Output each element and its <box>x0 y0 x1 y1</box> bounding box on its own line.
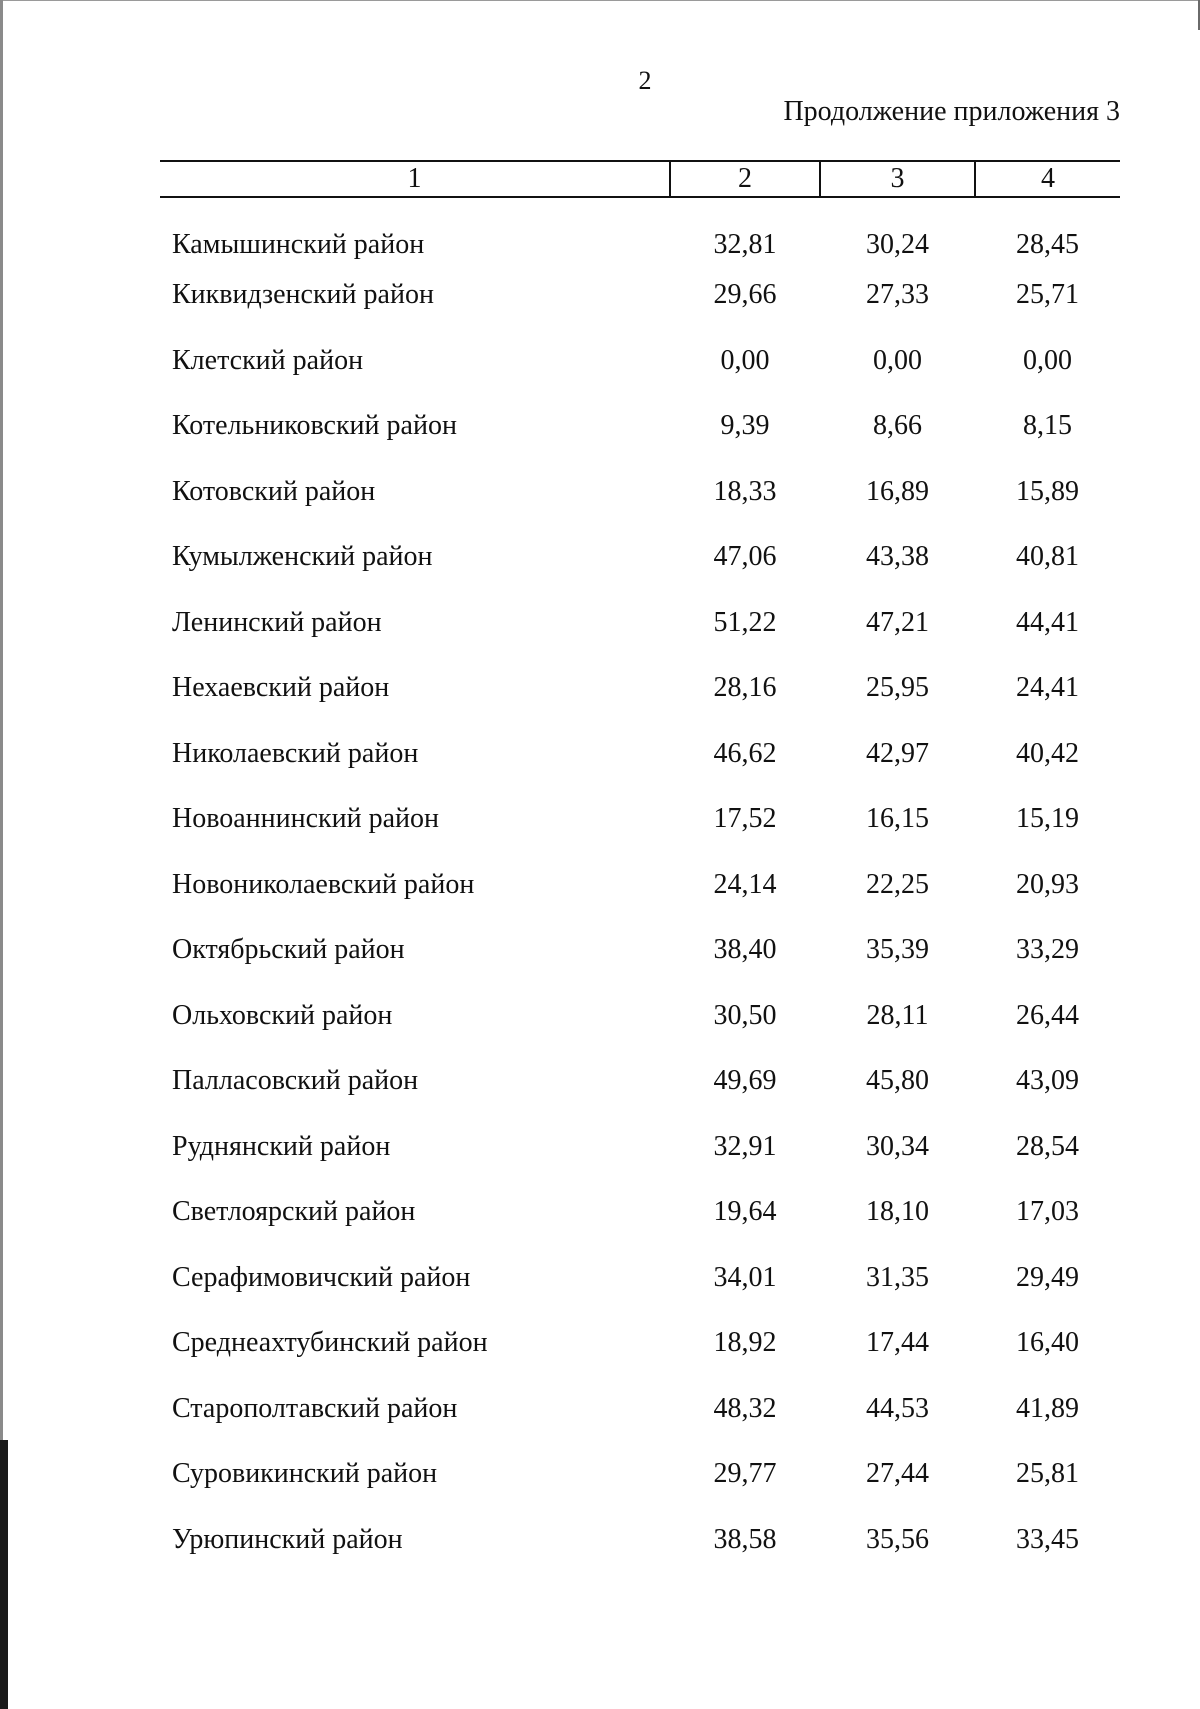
table-row <box>160 918 1120 984</box>
value-col-3: 30,24 <box>866 229 929 261</box>
value-col-4: 40,81 <box>1016 541 1079 573</box>
value-col-4: 43,09 <box>1016 1065 1079 1097</box>
table-row <box>160 721 1120 787</box>
district-name: Суровикинский район <box>172 1458 438 1490</box>
value-col-3: 35,56 <box>866 1523 929 1555</box>
table-row <box>160 983 1120 1049</box>
value-col-3: 16,89 <box>866 475 929 507</box>
table-row <box>160 1180 1120 1246</box>
value-col-3: 27,33 <box>866 279 929 311</box>
header-col-4: 4 <box>975 161 1120 197</box>
value-col-2: 19,64 <box>713 1196 777 1228</box>
table-row <box>160 197 1120 263</box>
value-col-4: 25,81 <box>1016 1458 1079 1490</box>
value-col-2: 32,81 <box>713 229 777 261</box>
table-header <box>160 161 1120 197</box>
value-col-3: 31,35 <box>866 1261 929 1293</box>
value-col-2: 47,06 <box>713 541 777 573</box>
value-col-2: 38,40 <box>713 934 777 966</box>
district-name: Котельниковский район <box>172 410 457 442</box>
value-col-3: 22,25 <box>866 868 929 900</box>
district-name: Октябрьский район <box>172 934 405 966</box>
value-col-4: 29,49 <box>1016 1261 1079 1293</box>
value-col-2: 48,32 <box>713 1392 777 1424</box>
table-row <box>160 590 1120 656</box>
district-name: Новониколаевский район <box>172 868 475 900</box>
value-col-2: 32,91 <box>713 1130 777 1162</box>
table-row <box>160 1311 1120 1377</box>
district-name: Николаевский район <box>172 737 419 769</box>
value-col-3: 18,10 <box>866 1196 929 1228</box>
table-row <box>160 328 1120 394</box>
value-col-4: 15,19 <box>1016 803 1079 835</box>
table-row <box>160 459 1120 525</box>
value-col-2: 29,66 <box>713 279 777 311</box>
district-name: Ольховский район <box>172 999 393 1031</box>
table-row <box>160 263 1120 329</box>
value-col-2: 18,33 <box>713 475 777 507</box>
value-col-2: 34,01 <box>713 1261 777 1293</box>
district-name: Кумылженский район <box>172 541 433 573</box>
district-name: Новоаннинский район <box>172 803 440 835</box>
district-name: Палласовский район <box>172 1065 419 1097</box>
data-table <box>160 160 1120 1573</box>
table-row <box>160 1507 1120 1573</box>
value-col-3: 28,11 <box>866 999 929 1031</box>
value-col-2: 24,14 <box>713 868 777 900</box>
value-col-3: 45,80 <box>866 1065 929 1097</box>
value-col-2: 49,69 <box>713 1065 777 1097</box>
table-row <box>160 1114 1120 1180</box>
value-col-2: 38,58 <box>713 1523 777 1555</box>
table-row <box>160 525 1120 591</box>
value-col-4: 28,45 <box>1016 229 1079 261</box>
value-col-4: 15,89 <box>1016 475 1079 507</box>
header-col-1: 1 <box>160 161 670 197</box>
header-col-3: 3 <box>820 161 975 197</box>
value-col-4: 20,93 <box>1016 868 1079 900</box>
table-body <box>160 197 1120 1573</box>
district-name: Светлоярский район <box>172 1196 416 1228</box>
value-col-2: 30,50 <box>713 999 777 1031</box>
value-col-4: 33,45 <box>1016 1523 1079 1555</box>
table-row <box>160 1049 1120 1115</box>
value-col-3: 27,44 <box>866 1458 929 1490</box>
district-name: Серафимовичский район <box>172 1261 471 1293</box>
value-col-2: 28,16 <box>713 672 777 704</box>
value-col-4: 28,54 <box>1016 1130 1079 1162</box>
page-number: 2 <box>638 66 652 95</box>
value-col-4: 8,15 <box>1023 410 1072 442</box>
value-col-3: 42,97 <box>866 737 929 769</box>
value-col-2: 0,00 <box>720 344 770 376</box>
district-name: Ленинский район <box>172 606 382 638</box>
value-col-3: 35,39 <box>866 934 929 966</box>
table-row <box>160 1442 1120 1508</box>
value-col-3: 8,66 <box>873 410 922 442</box>
value-col-3: 43,38 <box>866 541 929 573</box>
district-name: Руднянский район <box>172 1130 391 1162</box>
value-col-3: 17,44 <box>866 1327 929 1359</box>
value-col-4: 44,41 <box>1016 606 1079 638</box>
value-col-3: 44,53 <box>866 1392 929 1424</box>
value-col-4: 33,29 <box>1016 934 1079 966</box>
value-col-2: 18,92 <box>713 1327 777 1359</box>
value-col-2: 51,22 <box>713 606 777 638</box>
district-name: Старополтавский район <box>172 1392 458 1424</box>
district-name: Киквидзенский район <box>172 279 434 311</box>
value-col-4: 17,03 <box>1016 1196 1079 1228</box>
district-name: Клетский район <box>172 344 364 376</box>
value-col-4: 40,42 <box>1016 737 1079 769</box>
district-name: Урюпинский район <box>172 1523 403 1555</box>
district-name: Камышинский район <box>172 229 425 261</box>
value-col-3: 16,15 <box>866 803 929 835</box>
table-row <box>160 1245 1120 1311</box>
value-col-4: 26,44 <box>1016 999 1079 1031</box>
value-col-2: 9,39 <box>720 410 770 442</box>
value-col-3: 47,21 <box>866 606 929 638</box>
scan-edge-left-bottom <box>0 1440 8 1709</box>
header-row <box>160 161 1120 197</box>
value-col-2: 17,52 <box>713 803 777 835</box>
continuation-label: Продолжение приложения 3 <box>783 96 1120 127</box>
value-col-4: 24,41 <box>1016 672 1079 704</box>
district-name: Среднеахтубинский район <box>172 1327 488 1359</box>
table-row <box>160 1376 1120 1442</box>
value-col-4: 25,71 <box>1016 279 1079 311</box>
value-col-3: 0,00 <box>873 344 922 376</box>
table-row <box>160 852 1120 918</box>
value-col-4: 0,00 <box>1023 344 1072 376</box>
district-name: Котовский район <box>172 475 376 507</box>
header-col-2: 2 <box>670 161 820 197</box>
value-col-2: 46,62 <box>713 737 777 769</box>
table-row <box>160 656 1120 722</box>
scan-edge-top <box>0 0 1200 1</box>
table-row <box>160 394 1120 460</box>
district-name: Нехаевский район <box>172 672 390 704</box>
value-col-4: 41,89 <box>1016 1392 1079 1424</box>
table-row <box>160 787 1120 853</box>
value-col-2: 29,77 <box>713 1458 777 1490</box>
value-col-3: 30,34 <box>866 1130 929 1162</box>
value-col-4: 16,40 <box>1016 1327 1079 1359</box>
value-col-3: 25,95 <box>866 672 929 704</box>
